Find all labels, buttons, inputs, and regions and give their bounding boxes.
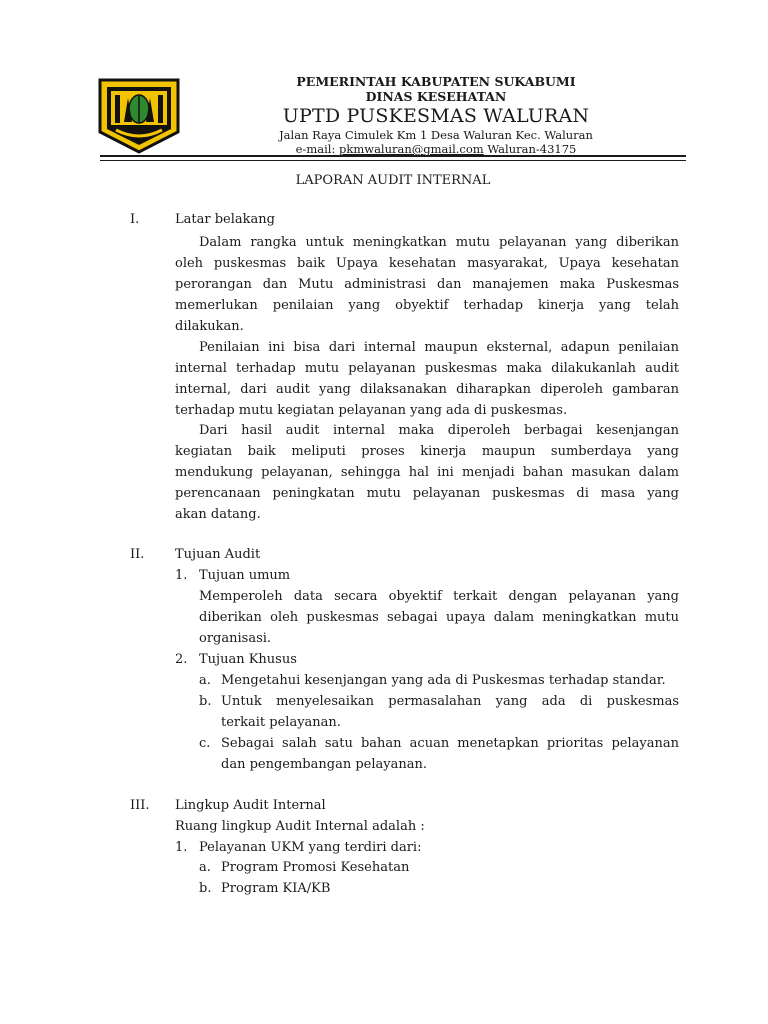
list-item-number: 1. [175, 568, 188, 583]
letterhead-government: PEMERINTAH KABUPATEN SUKABUMI [296, 74, 576, 89]
sub-item-letter: b. [199, 694, 212, 709]
s1-p3-line: perencanaan peningkatan mutu pelayanan puskesmas di masa yang [175, 486, 679, 501]
s1-p3-line: kegiatan baik meliputi proses kinerja maupun sumberdaya yang [175, 444, 679, 459]
s1-p3-line: Dari hasil audit internal maka diperoleh berbagai kesenjangan [199, 423, 679, 438]
tujuan-khusus-b-line: Untuk menyelesaikan permasalahan yang ada di puskesmas [221, 694, 679, 709]
letterhead-rule-thick [100, 155, 686, 157]
tujuan-khusus-a-line: Mengetahui kesenjangan yang ada di Puskesmas terhadap standar. [221, 673, 666, 688]
section-3-number: III. [130, 798, 150, 813]
section-2-number: II. [130, 547, 145, 562]
letterhead [190, 74, 682, 156]
s1-p1-line: oleh puskesmas baik Upaya kesehatan masyarakat, Upaya kesehatan [175, 256, 679, 271]
sub-item-letter: c. [199, 736, 211, 751]
tujuan-khusus-title: Tujuan Khusus [199, 652, 297, 667]
tujuan-khusus-c-line: dan pengembangan pelayanan. [221, 757, 427, 772]
section-3-heading: Lingkup Audit Internal [175, 798, 326, 813]
letterhead-institution: UPTD PUSKESMAS WALURAN [282, 105, 590, 127]
sub-item-letter: a. [199, 673, 211, 688]
email-link[interactable]: pkmwaluran@gmail.com [339, 142, 484, 156]
s1-p1-line: dilakukan. [175, 319, 244, 334]
letterhead-rule-thin [100, 160, 686, 161]
program-item: Program Promosi Kesehatan [221, 860, 410, 875]
list-item-number: 1. [175, 840, 188, 855]
tujuan-umum-line: Memperoleh data secara obyektif terkait dengan pelayanan yang [199, 589, 679, 604]
sub-item-letter: b. [199, 881, 212, 896]
lingkup-intro: Ruang lingkup Audit Internal adalah : [175, 819, 425, 834]
letterhead-contact [190, 142, 682, 156]
section-2-heading: Tujuan Audit [175, 547, 261, 562]
s1-p2-line: Penilaian ini bisa dari internal maupun eksternal, adapun penilaian [199, 340, 679, 355]
tujuan-umum-line: diberikan oleh puskesmas sebagai upaya dalam meningkatkan mutu [199, 610, 679, 625]
sub-item-letter: a. [199, 860, 211, 875]
section-1-heading: Latar belakang [175, 212, 275, 227]
s1-p1-line: Dalam rangka untuk meningkatkan mutu pelayanan yang diberikan [199, 235, 679, 250]
document-title: LAPORAN AUDIT INTERNAL [295, 173, 491, 188]
s1-p3-line: mendukung pelayanan, sehingga hal ini menjadi bahan masukan dalam [175, 465, 679, 480]
tujuan-khusus-c-line: Sebagai salah satu bahan acuan menetapkan prioritas pelayanan [221, 736, 679, 751]
s1-p1-line: memerlukan penilaian yang obyektif terhadap kinerja yang telah [175, 298, 679, 313]
postal-code: Waluran-43175 [487, 142, 577, 156]
list-item-number: 2. [175, 652, 188, 667]
s1-p2-line: terhadap mutu kegiatan pelayanan yang ada di puskesmas. [175, 403, 568, 418]
tujuan-khusus-b-line: terkait pelayanan. [221, 715, 341, 730]
s1-p3-line: akan datang. [175, 507, 261, 522]
program-item: Program KIA/KB [221, 881, 331, 896]
s1-p2-line: internal terhadap mutu pelayanan puskesmas maka dilakukanlah audit [175, 361, 679, 376]
tujuan-umum-title: Tujuan umum [199, 568, 291, 583]
kabupaten-sukabumi-emblem-logo [98, 78, 180, 154]
pelayanan-ukm-title: Pelayanan UKM yang terdiri dari: [199, 840, 422, 855]
s1-p1-line: perorangan dan Mutu administrasi dan manajemen maka Puskesmas [175, 277, 679, 292]
section-1-number: I. [130, 212, 140, 227]
letterhead-address: Jalan Raya Cimulek Km 1 Desa Waluran Kec. Waluran [279, 128, 593, 142]
email-label: e-mail: [295, 142, 336, 156]
s1-p2-line: internal, dari audit yang dilaksanakan diharapkan diperoleh gambaran [175, 382, 679, 397]
tujuan-umum-line: organisasi. [199, 631, 272, 646]
letterhead-department: DINAS KESEHATAN [365, 89, 507, 104]
